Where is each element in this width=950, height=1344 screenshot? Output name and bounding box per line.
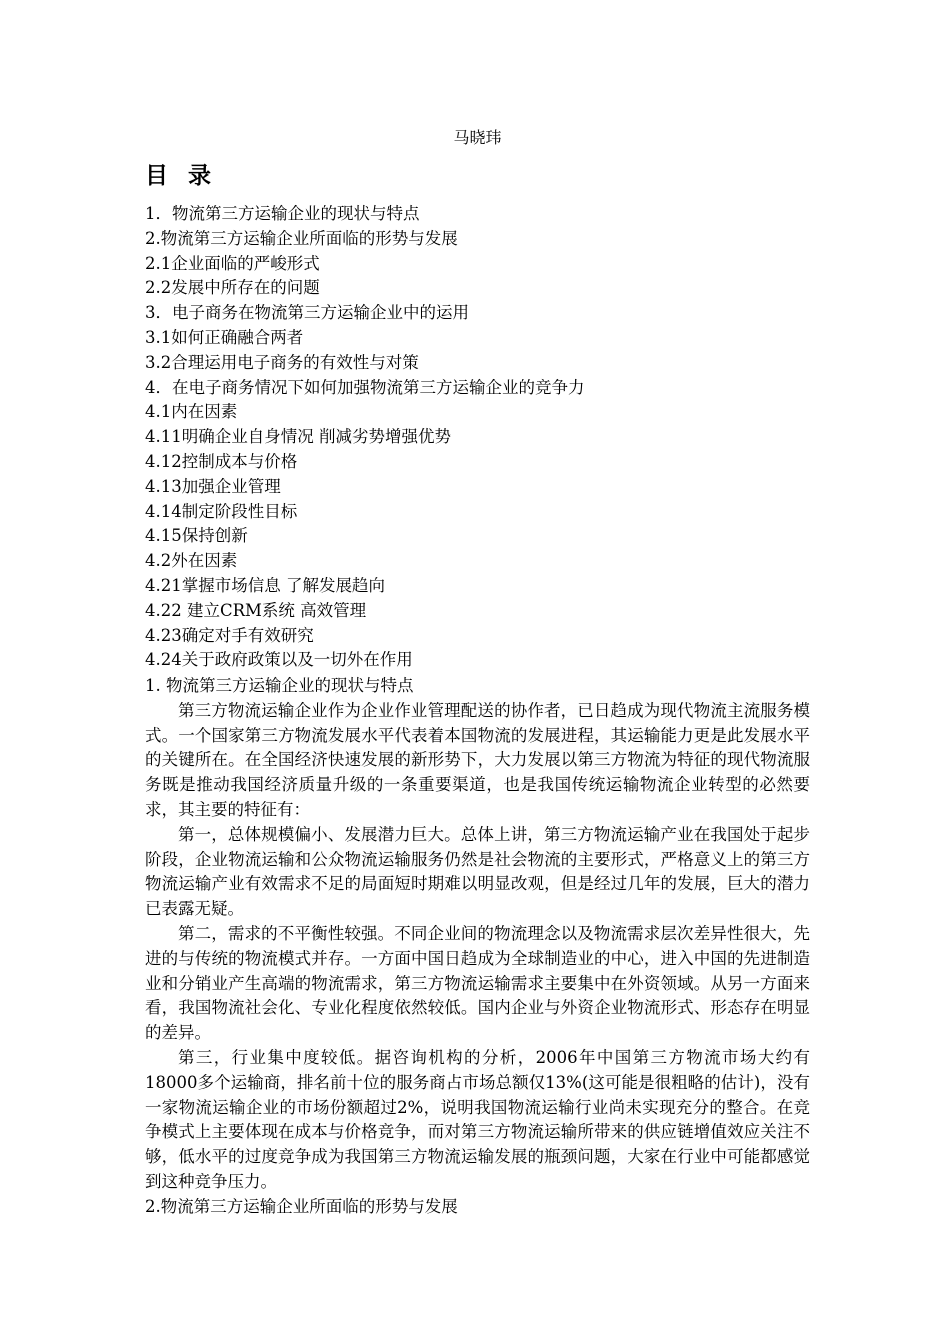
toc-item: 4.12控制成本与价格 (145, 451, 298, 471)
toc-item: 2.2发展中所存在的问题 (145, 278, 320, 298)
toc-item: 4.21掌握市场信息 了解发展趋向 (145, 575, 385, 595)
section-heading: 1. 物流第三方运输企业的现状与特点 (145, 676, 414, 695)
toc-item: 4.14制定阶段性目标 (145, 501, 298, 521)
toc-item: 4.13加强企业管理 (145, 476, 281, 496)
toc-item: 2.物流第三方运输企业所面临的形势与发展 (145, 228, 458, 248)
toc-item: 4.11明确企业自身情况 削减劣势增强优势 (145, 427, 451, 447)
section-heading: 2.物流第三方运输企业所面临的形势与发展 (145, 1196, 458, 1216)
document-body (145, 674, 810, 1220)
toc-title: 目 录 (145, 163, 218, 189)
author-name: 马晓玮 (453, 128, 502, 147)
toc-item: 4.15保持创新 (145, 526, 248, 546)
body-paragraph: 第三方物流运输企业作为企业作业管理配送的协作者，已日趋成为现代物流主流服务模式。一个国家第三方物流发展水平代表着本国物流的发展进程，其运输能力更是此发展水平的关键所在。在全国经济快速发展的新形势下，大力发展以第三方物流为特征的现代物流服务既是推动我国经济质量升级的一条重要渠道，也是我国传统运输物流企业转型的必然要求，其主要的特征有： (145, 700, 810, 819)
body-paragraph: 第三，行业集中度较低。据咨询机构的分析，2006年中国第三方物流市场大约有18000多个运输商，排名前十位的服务商占市场总额仅13%(这可能是很粗略的估计)，没有一家物流运输企业的市场份额超过2%，说明我国物流运输行业尚未实现充分的整合。在竞争模式上主要体现在成本与价格竞争，而对第三方物流运输所带来的供应链增值效应关注不够，低水平的过度竞争成为我国第三方物流运输发展的瓶颈问题，大家在行业中可能都感觉到这种竞争压力。 (145, 1047, 810, 1191)
toc-item: 4.23确定对手有效研究 (145, 625, 314, 645)
toc-item: 4.24关于政府政策以及一切外在作用 (145, 650, 413, 670)
toc-item: 4．在电子商务情况下如何加强物流第三方运输企业的竞争力 (145, 377, 585, 397)
table-of-contents (145, 202, 585, 673)
toc-item: 3．电子商务在物流第三方运输企业中的运用 (145, 303, 469, 323)
toc-item: 2.1企业面临的严峻形式 (145, 253, 320, 273)
toc-item: 4.22 建立CRM系统 高效管理 (145, 600, 367, 620)
toc-item: 4.2外在因素 (145, 551, 238, 571)
toc-item: 4.1内在因素 (145, 402, 238, 422)
toc-item: 3.1如何正确融合两者 (145, 327, 304, 347)
body-paragraph: 第二，需求的不平衡性较强。不同企业间的物流理念以及物流需求层次差异性很大，先进的与传统的物流模式并存。一方面中国日趋成为全球制造业的中心，进入中国的先进制造业和分销业产生高端的物流需求，第三方物流运输需求主要集中在外资领域。从另一方面来看，我国物流社会化、专业化程度依然较低。国内企业与外资企业物流形式、形态存在明显的差异。 (145, 923, 810, 1043)
toc-item: 1．物流第三方运输企业的现状与特点 (145, 204, 420, 223)
toc-item: 3.2合理运用电子商务的有效性与对策 (145, 352, 419, 372)
body-paragraph: 第一，总体规模偏小、发展潜力巨大。总体上讲，第三方物流运输产业在我国处于起步阶段，企业物流运输和公众物流运输服务仍然是社会物流的主要形式，严格意义上的第三方物流运输产业有效需求不足的局面短时期难以明显改观，但是经过几年的发展，巨大的潜力已表露无疑。 (145, 824, 810, 919)
